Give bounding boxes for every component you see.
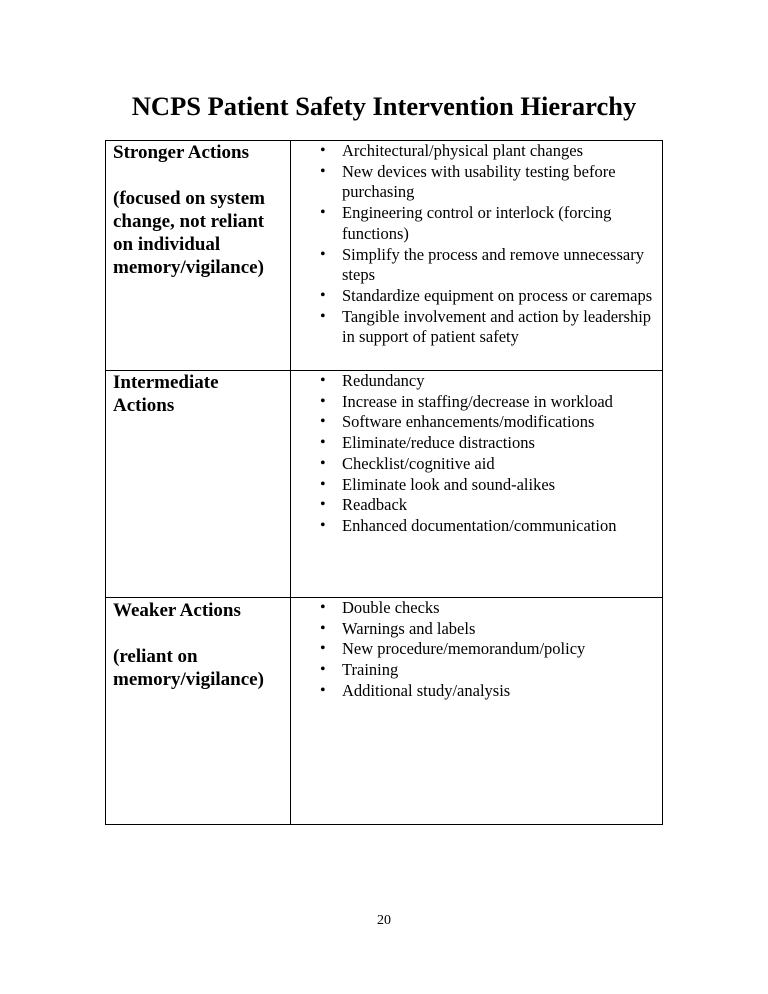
level-label-cell bbox=[106, 141, 291, 371]
list-item: • New devices with usability testing before purchasing bbox=[291, 162, 656, 203]
level-items-cell bbox=[291, 141, 663, 371]
list-item: • Checklist/cognitive aid bbox=[291, 454, 656, 475]
intervention-list bbox=[291, 141, 656, 348]
hierarchy-row-weaker bbox=[106, 598, 663, 825]
level-items-cell bbox=[291, 598, 663, 825]
level-title: Intermediate Actions bbox=[113, 372, 219, 416]
list-item: • Simplify the process and remove unnecessary steps bbox=[291, 245, 656, 286]
level-title: Stronger Actions bbox=[113, 142, 249, 163]
level-label-cell bbox=[106, 371, 291, 598]
list-item: • Eliminate/reduce distractions bbox=[291, 433, 656, 454]
intervention-list bbox=[291, 371, 656, 537]
list-item: • Additional study/analysis bbox=[291, 681, 656, 702]
list-item: • Software enhancements/modifications bbox=[291, 412, 656, 433]
hierarchy-row-stronger bbox=[106, 141, 663, 371]
list-item: • Engineering control or interlock (forcing functions) bbox=[291, 203, 656, 244]
list-item: • New procedure/memorandum/policy bbox=[291, 639, 656, 660]
page-number: 20 bbox=[377, 913, 391, 928]
list-item: • Architectural/physical plant changes bbox=[291, 141, 656, 162]
level-title: Weaker Actions bbox=[113, 600, 241, 621]
list-item: • Training bbox=[291, 660, 656, 681]
list-item: • Eliminate look and sound-alikes bbox=[291, 475, 656, 496]
hierarchy-row-intermediate bbox=[106, 371, 663, 598]
level-description: (reliant on memory/vigilance) bbox=[113, 646, 264, 690]
list-item: • Increase in staffing/decrease in workload bbox=[291, 392, 656, 413]
list-item: • Tangible involvement and action by leadership in support of patient safety bbox=[291, 307, 656, 348]
list-item: • Readback bbox=[291, 495, 656, 516]
list-item: • Warnings and labels bbox=[291, 619, 656, 640]
intervention-hierarchy-table bbox=[105, 140, 663, 825]
level-description: (focused on system change, not reliant on individual memory/vigilance) bbox=[113, 188, 265, 278]
page-title: NCPS Patient Safety Intervention Hierarchy bbox=[131, 91, 637, 121]
level-label-cell bbox=[106, 598, 291, 825]
level-items-cell bbox=[291, 371, 663, 598]
list-item: • Redundancy bbox=[291, 371, 656, 392]
list-item: • Double checks bbox=[291, 598, 656, 619]
list-item: • Enhanced documentation/communication bbox=[291, 516, 656, 537]
intervention-list bbox=[291, 598, 656, 702]
list-item: • Standardize equipment on process or caremaps bbox=[291, 286, 656, 307]
